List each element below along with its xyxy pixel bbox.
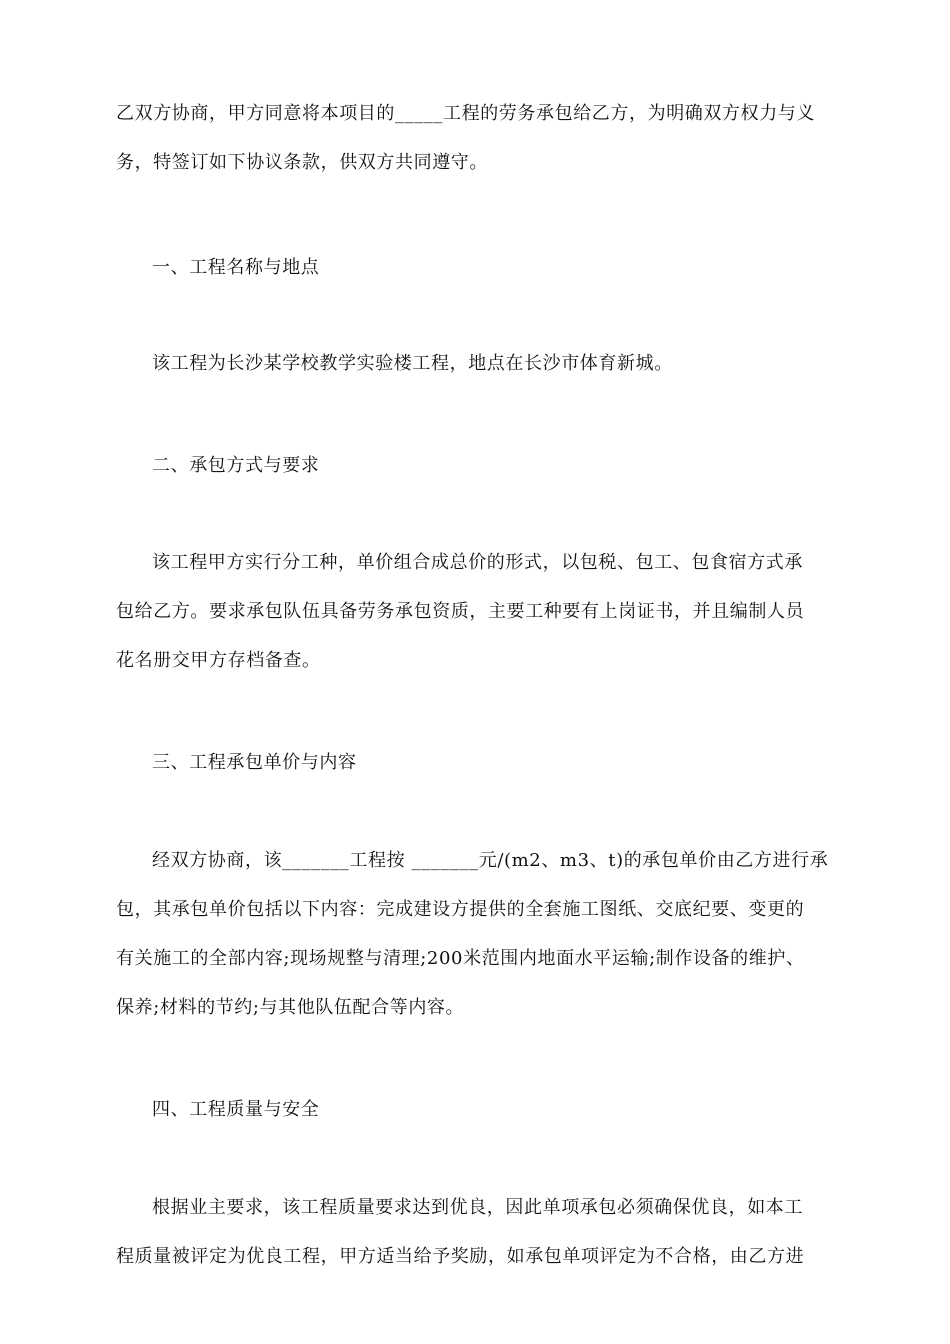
section-4-line-2: 程质量被评定为优良工程，甲方适当给予奖励，如承包单项评定为不合格，由乙方进	[116, 1246, 805, 1267]
section-2-line-3: 花名册交甲方存档备查。	[116, 650, 321, 671]
section-3-line-3: 有关施工的全部内容;现场规整与清理;200米范围内地面水平运输;制作设备的维护、	[116, 948, 805, 969]
intro-line-1: 乙双方协商，甲方同意将本项目的_____工程的劳务承包给乙方，为明确双方权力与义	[116, 103, 815, 124]
section-3-heading: 三、工程承包单价与内容	[152, 752, 357, 773]
section-2-line-1: 该工程甲方实行分工种，单价组合成总价的形式，以包税、包工、包食宿方式承	[152, 552, 803, 573]
section-1-heading: 一、工程名称与地点	[152, 257, 320, 278]
section-4-line-1: 根据业主要求，该工程质量要求达到优良，因此单项承包必须确保优良，如本工	[152, 1197, 803, 1218]
section-3-line-4: 保养;材料的节约;与其他队伍配合等内容。	[116, 997, 465, 1018]
section-4-heading: 四、工程质量与安全	[152, 1099, 320, 1120]
section-3-line-2: 包，其承包单价包括以下内容：完成建设方提供的全套施工图纸、交底纪要、变更的	[116, 899, 805, 920]
section-2-line-2: 包给乙方。要求承包队伍具备劳务承包资质，主要工种要有上岗证书，并且编制人员	[116, 601, 805, 622]
section-3-line-1: 经双方协商，该_______工程按 _______元/(m2、m3、t)的承包单价由乙方进行承	[152, 850, 829, 871]
section-1-line-1: 该工程为长沙某学校教学实验楼工程，地点在长沙市体育新城。	[152, 353, 673, 374]
section-2-heading: 二、承包方式与要求	[152, 455, 320, 476]
intro-line-2: 务，特签订如下协议条款，供双方共同遵守。	[116, 152, 488, 173]
